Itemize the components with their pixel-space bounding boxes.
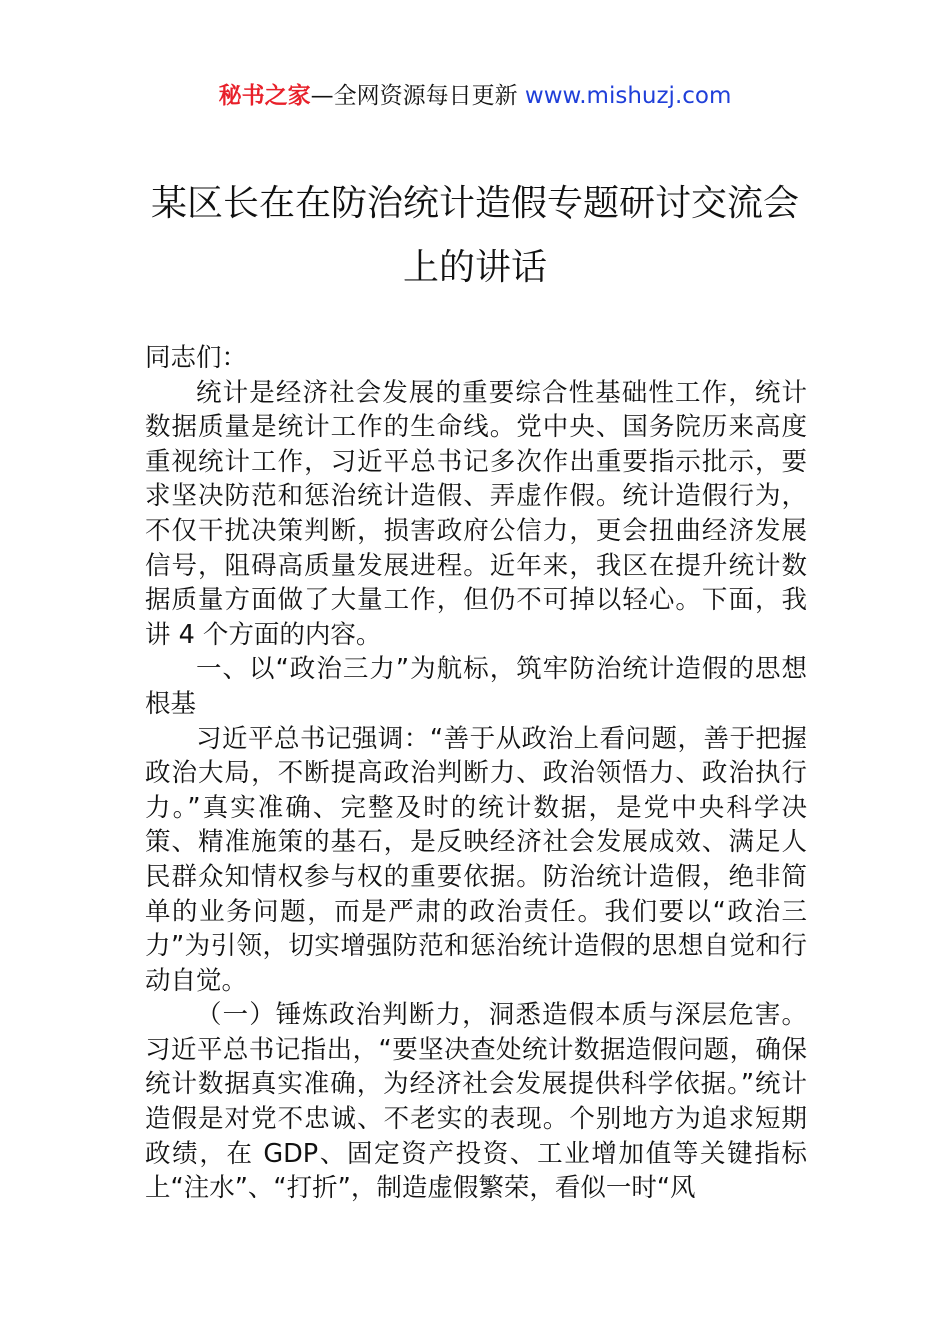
document-title: 某区长在在防治统计造假专题研讨交流会上的讲话 xyxy=(150,183,799,288)
site-header xyxy=(0,80,950,112)
document-body xyxy=(145,341,807,1206)
paragraph: （一）锤炼政治判断力，洞悉造假本质与深层危害。习近平总书记指出，“要坚决查处统计数据造假问题，确保统计数据真实准确，为经济社会发展提供科学依据。”统计造假是对党不忠诚、不老实的表现。个别地方为追求短期政绩，在 GDP、固定资产投资、工业增加值等关键指标上“注水”、“打折”，制造虚假繁荣，看似一时“风 xyxy=(145,1000,807,1204)
site-tagline: —全网资源每日更新 xyxy=(310,83,518,109)
paragraph: 习近平总书记强调：“善于从政治上看问题，善于把握政治大局，不断提高政治判断力、政治领悟力、政治执行力。”真实准确、完整及时的统计数据，是党中央科学决策、精准施策的基石，是反映经济社会发展成效、满足人民群众知情权参与权的重要依据。防治统计造假，绝非简单的业务问题，而是严肃的政治责任。我们要以“政治三力”为引领，切实增强防范和惩治统计造假的思想自觉和行动自觉。 xyxy=(145,723,807,996)
paragraph: 统计是经济社会发展的重要综合性基础性工作，统计数据质量是统计工作的生命线。党中央、国务院历来高度重视统计工作，习近平总书记多次作出重要指示批示，要求坚决防范和惩治统计造假、弄虚作假。统计造假行为，不仅干扰决策判断，损害政府公信力，更会扭曲经济发展信号，阻碍高质量发展进程。近年来，我区在提升统计数据质量方面做了大量工作，但仍不可掉以轻心。下面，我讲 4 个方面的内容。 xyxy=(145,377,807,650)
site-brand: 秘书之家 xyxy=(218,83,311,109)
salutation: 同志们： xyxy=(145,343,248,373)
site-url-link[interactable]: www.mishuzj.com xyxy=(524,83,732,109)
section-heading: 一、以“政治三力”为航标，筑牢防治统计造假的思想根基 xyxy=(145,654,807,719)
